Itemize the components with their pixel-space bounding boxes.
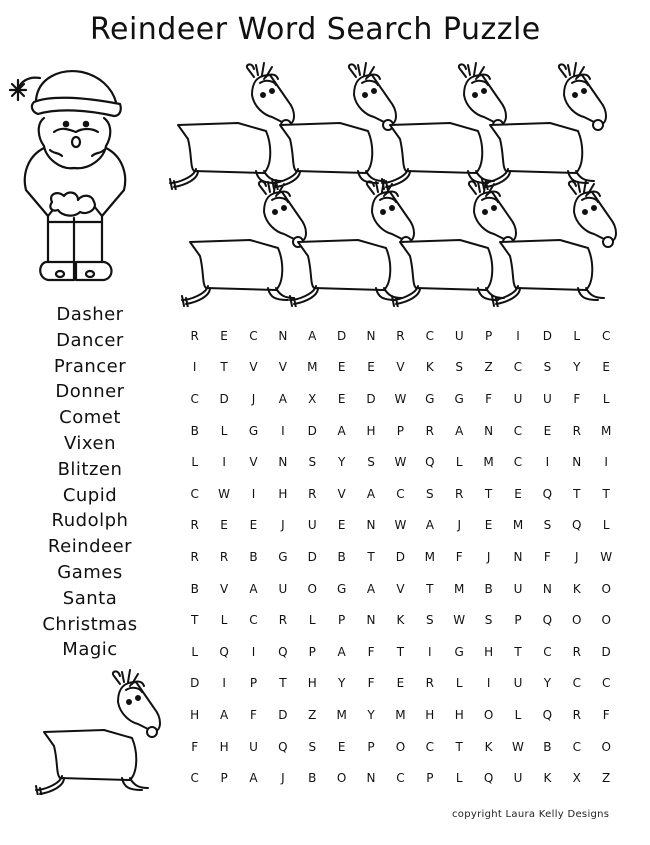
grid-letter[interactable]: P: [514, 613, 522, 628]
page-title: Reindeer Word Search Puzzle: [90, 12, 541, 47]
grid-letter[interactable]: D: [337, 328, 347, 343]
grid-letter[interactable]: S: [308, 739, 317, 754]
grid-letter[interactable]: H: [278, 486, 288, 501]
grid-letter[interactable]: C: [190, 486, 199, 501]
grid-letter[interactable]: Y: [573, 360, 581, 375]
word-list-item: Prancer: [53, 355, 127, 377]
grid-letter[interactable]: V: [396, 581, 405, 596]
grid-letter[interactable]: S: [484, 613, 493, 628]
grid-letter[interactable]: R: [278, 613, 288, 628]
grid-letter[interactable]: P: [249, 676, 258, 691]
grid-letter[interactable]: A: [249, 581, 258, 596]
grid-letter[interactable]: A: [425, 518, 434, 533]
grid-letter[interactable]: M: [395, 707, 406, 722]
word-list-item: Games: [57, 561, 123, 583]
grid-letter[interactable]: G: [425, 391, 435, 406]
word-list-item: Vixen: [64, 432, 116, 454]
grid-letter[interactable]: W: [512, 739, 524, 754]
grid-letter[interactable]: P: [396, 423, 405, 438]
grid-letter[interactable]: P: [426, 771, 434, 786]
grid-letter[interactable]: F: [191, 739, 199, 754]
grid-letter[interactable]: C: [572, 676, 581, 691]
grid-letter[interactable]: K: [543, 771, 552, 786]
grid-letter[interactable]: O: [307, 581, 317, 596]
grid-letter[interactable]: Z: [308, 707, 317, 722]
grid-letter[interactable]: C: [249, 328, 258, 343]
grid-letter[interactable]: L: [455, 455, 463, 470]
grid-letter[interactable]: V: [278, 360, 287, 375]
grid-letter[interactable]: F: [250, 707, 257, 722]
copyright-text: copyright Laura Kelly Designs: [452, 809, 610, 820]
grid-letter[interactable]: Z: [602, 771, 611, 786]
grid-letter[interactable]: A: [278, 391, 287, 406]
grid-letter[interactable]: V: [249, 455, 258, 470]
grid-letter[interactable]: N: [513, 549, 523, 564]
grid-letter[interactable]: C: [601, 676, 611, 691]
grid-letter[interactable]: S: [367, 455, 375, 470]
grid-letter[interactable]: E: [602, 360, 610, 375]
grid-letter[interactable]: G: [278, 549, 288, 564]
grid-letter[interactable]: U: [513, 771, 523, 786]
grid-letter[interactable]: R: [572, 644, 581, 659]
grid-letter[interactable]: D: [542, 328, 552, 343]
grid-letter[interactable]: N: [366, 328, 376, 343]
grid-letter[interactable]: B: [249, 549, 258, 564]
grid-letter[interactable]: G: [454, 391, 464, 406]
grid-letter[interactable]: E: [396, 676, 405, 691]
grid-letter[interactable]: T: [426, 581, 434, 596]
grid-letter[interactable]: N: [366, 771, 376, 786]
grid-letter[interactable]: L: [455, 676, 463, 691]
grid-letter[interactable]: V: [396, 360, 405, 375]
grid-letter[interactable]: C: [513, 360, 523, 375]
grid-letter[interactable]: K: [396, 613, 405, 628]
grid-letter[interactable]: A: [366, 581, 376, 596]
grid-letter[interactable]: R: [572, 707, 581, 722]
grid-letter[interactable]: R: [425, 676, 434, 691]
grid-letter[interactable]: C: [543, 644, 552, 659]
grid-letter[interactable]: T: [396, 644, 405, 659]
grid-letter[interactable]: Q: [219, 644, 229, 659]
grid-letter[interactable]: J: [575, 549, 579, 564]
word-list-item: Dasher: [56, 304, 124, 325]
grid-letter[interactable]: I: [545, 455, 550, 470]
grid-letter[interactable]: S: [426, 486, 434, 501]
grid-letter[interactable]: H: [366, 423, 376, 438]
grid-letter[interactable]: N: [366, 518, 376, 533]
grid-letter[interactable]: P: [220, 771, 228, 786]
grid-letter[interactable]: E: [337, 360, 346, 375]
grid-letter[interactable]: N: [542, 581, 552, 596]
grid-letter[interactable]: U: [249, 739, 258, 754]
grid-letter[interactable]: I: [222, 676, 226, 691]
grid-letter[interactable]: H: [219, 739, 229, 754]
grid-letter[interactable]: Y: [337, 676, 346, 691]
grid-letter[interactable]: F: [455, 549, 463, 564]
grid-letter[interactable]: D: [278, 707, 288, 722]
grid-letter[interactable]: P: [367, 739, 375, 754]
grid-letter[interactable]: R: [308, 486, 317, 501]
grid-letter[interactable]: Q: [542, 486, 553, 501]
grid-letter[interactable]: H: [454, 707, 464, 722]
grid-letter[interactable]: F: [573, 391, 581, 406]
grid-letter[interactable]: A: [366, 486, 376, 501]
grid-letter[interactable]: M: [454, 581, 465, 596]
grid-letter[interactable]: I: [604, 455, 608, 470]
grid-letter[interactable]: H: [484, 644, 494, 659]
grid-letter[interactable]: R: [190, 518, 199, 533]
grid-letter[interactable]: S: [543, 360, 552, 375]
grid-letter[interactable]: O: [572, 613, 582, 628]
grid-letter[interactable]: I: [222, 455, 226, 470]
grid-letter[interactable]: K: [484, 739, 493, 754]
grid-letter[interactable]: C: [425, 328, 435, 343]
grid-letter[interactable]: F: [367, 644, 375, 659]
grid-letter[interactable]: B: [308, 771, 317, 786]
grid-letter[interactable]: I: [486, 676, 491, 691]
grid-letter[interactable]: A: [455, 423, 464, 438]
grid-letter[interactable]: H: [425, 707, 435, 722]
grid-letter[interactable]: S: [543, 518, 552, 533]
grid-letter[interactable]: S: [426, 613, 434, 628]
grid-letter[interactable]: L: [191, 455, 199, 470]
grid-letter[interactable]: A: [308, 328, 317, 343]
grid-letter[interactable]: P: [308, 644, 316, 659]
grid-letter[interactable]: X: [308, 391, 317, 406]
grid-letter[interactable]: N: [278, 455, 288, 470]
grid-letter[interactable]: C: [425, 739, 435, 754]
grid-letter[interactable]: U: [513, 581, 523, 596]
grid-letter[interactable]: R: [190, 549, 199, 564]
grid-letter[interactable]: F: [602, 707, 610, 722]
grid-letter[interactable]: J: [281, 771, 285, 786]
grid-letter[interactable]: Z: [484, 360, 493, 375]
grid-letter[interactable]: K: [572, 581, 581, 596]
grid-letter[interactable]: B: [190, 423, 199, 438]
grid-letter[interactable]: D: [601, 644, 611, 659]
grid-letter[interactable]: R: [219, 549, 229, 564]
grid-letter[interactable]: E: [337, 518, 346, 533]
reindeer-illustration: [24, 660, 174, 795]
grid-letter[interactable]: V: [219, 581, 229, 596]
grid-letter[interactable]: O: [601, 581, 611, 596]
grid-letter[interactable]: E: [514, 486, 522, 501]
grid-letter[interactable]: G: [248, 423, 259, 438]
grid-letter[interactable]: I: [251, 644, 256, 659]
grid-letter[interactable]: T: [573, 486, 581, 501]
grid-letter[interactable]: D: [366, 391, 376, 406]
grid-letter[interactable]: F: [485, 391, 493, 406]
word-list-item: Magic: [62, 639, 118, 661]
grid-letter[interactable]: H: [307, 676, 317, 691]
grid-letter[interactable]: J: [281, 518, 285, 533]
grid-letter[interactable]: P: [338, 613, 346, 628]
grid-letter[interactable]: D: [307, 423, 317, 438]
grid-letter[interactable]: N: [278, 328, 288, 343]
grid-letter[interactable]: J: [486, 549, 491, 564]
grid-letter[interactable]: P: [484, 328, 493, 343]
grid-letter[interactable]: L: [220, 613, 228, 628]
reindeer-herd-row-2: [158, 172, 618, 307]
grid-letter[interactable]: W: [218, 486, 231, 501]
grid-letter[interactable]: L: [191, 644, 199, 659]
grid-letter[interactable]: Q: [425, 455, 435, 470]
grid-letter[interactable]: W: [394, 518, 407, 533]
grid-letter[interactable]: T: [220, 360, 228, 375]
grid-letter[interactable]: Y: [337, 455, 346, 470]
grid-letter[interactable]: L: [602, 518, 610, 533]
grid-letter[interactable]: J: [457, 518, 461, 533]
grid-letter[interactable]: T: [484, 486, 493, 501]
grid-letter[interactable]: R: [572, 423, 581, 438]
grid-letter[interactable]: I: [428, 644, 432, 659]
grid-letter[interactable]: W: [394, 455, 407, 470]
grid-letter[interactable]: R: [425, 423, 434, 438]
grid-letter[interactable]: B: [543, 739, 552, 754]
grid-letter[interactable]: E: [249, 518, 258, 533]
grid-letter[interactable]: C: [190, 771, 199, 786]
grid-letter[interactable]: L: [220, 423, 228, 438]
grid-letter[interactable]: C: [513, 423, 523, 438]
grid-letter[interactable]: F: [543, 549, 551, 564]
grid-letter[interactable]: U: [278, 581, 288, 596]
word-list-item: Santa: [62, 587, 118, 609]
grid-letter[interactable]: S: [308, 455, 317, 470]
grid-letter[interactable]: U: [307, 518, 317, 533]
grid-letter[interactable]: C: [513, 455, 523, 470]
grid-letter[interactable]: B: [190, 581, 199, 596]
grid-letter[interactable]: E: [543, 423, 552, 438]
grid-letter[interactable]: E: [220, 328, 228, 343]
grid-letter[interactable]: J: [251, 391, 256, 406]
grid-letter[interactable]: T: [514, 644, 522, 659]
grid-letter[interactable]: E: [484, 518, 493, 533]
word-list-item: Comet: [59, 407, 121, 429]
grid-letter[interactable]: T: [279, 676, 287, 691]
grid-letter[interactable]: Q: [572, 518, 582, 533]
grid-letter[interactable]: U: [513, 391, 523, 406]
word-list-item: Blitzen: [57, 458, 123, 480]
grid-letter[interactable]: X: [572, 771, 581, 786]
grid-letter[interactable]: G: [336, 581, 347, 596]
word-list-item: Reindeer: [47, 536, 133, 558]
grid-letter[interactable]: B: [484, 581, 493, 596]
grid-letter[interactable]: C: [601, 328, 611, 343]
grid-letter[interactable]: R: [190, 328, 199, 343]
grid-letter[interactable]: E: [337, 391, 346, 406]
word-list-item: Rudolph: [51, 510, 129, 532]
grid-letter[interactable]: V: [249, 360, 258, 375]
grid-letter[interactable]: L: [455, 771, 463, 786]
word-list-item: Christmas: [42, 613, 138, 635]
grid-letter[interactable]: O: [483, 707, 494, 722]
grid-letter[interactable]: O: [601, 739, 611, 754]
grid-letter[interactable]: M: [307, 360, 318, 375]
grid-letter[interactable]: F: [367, 676, 375, 691]
grid-letter[interactable]: K: [425, 360, 434, 375]
grid-letter[interactable]: U: [513, 676, 523, 691]
grid-letter[interactable]: L: [602, 391, 610, 406]
grid-letter[interactable]: O: [601, 613, 611, 628]
grid-letter[interactable]: D: [190, 676, 200, 691]
grid-letter[interactable]: A: [219, 707, 229, 722]
grid-letter[interactable]: C: [396, 771, 405, 786]
letter-grid: [180, 320, 621, 794]
santa-illustration: [8, 66, 148, 288]
grid-letter[interactable]: D: [395, 549, 406, 564]
grid-letter[interactable]: S: [455, 360, 464, 375]
grid-letter[interactable]: B: [337, 549, 346, 564]
grid-letter[interactable]: R: [396, 328, 405, 343]
grid-letter[interactable]: Y: [367, 707, 375, 722]
grid-letter[interactable]: Q: [483, 771, 494, 786]
grid-letter[interactable]: E: [337, 739, 346, 754]
grid-letter[interactable]: E: [220, 518, 228, 533]
grid-letter[interactable]: T: [602, 486, 610, 501]
grid-letter[interactable]: Q: [542, 707, 553, 722]
grid-letter[interactable]: H: [190, 707, 200, 722]
grid-letter[interactable]: T: [367, 549, 375, 564]
grid-letter[interactable]: A: [249, 771, 258, 786]
grid-letter[interactable]: A: [337, 644, 346, 659]
grid-letter[interactable]: L: [573, 328, 581, 343]
grid-letter[interactable]: U: [454, 328, 464, 343]
grid-letter[interactable]: D: [307, 549, 317, 564]
grid-letter[interactable]: M: [424, 549, 435, 564]
grid-letter[interactable]: Q: [278, 739, 288, 754]
word-list: [30, 302, 150, 663]
grid-letter[interactable]: W: [600, 549, 613, 564]
grid-letter[interactable]: I: [281, 423, 285, 438]
grid-letter[interactable]: R: [455, 486, 464, 501]
grid-letter[interactable]: D: [219, 391, 229, 406]
grid-letter[interactable]: C: [396, 486, 405, 501]
grid-letter[interactable]: N: [484, 423, 494, 438]
grid-letter[interactable]: V: [337, 486, 346, 501]
reindeer-herd-row-1: [158, 55, 608, 190]
grid-letter[interactable]: M: [483, 455, 494, 470]
grid-letter[interactable]: Q: [278, 644, 288, 659]
grid-letter[interactable]: M: [600, 423, 612, 438]
grid-letter[interactable]: A: [337, 423, 346, 438]
grid-letter[interactable]: Y: [543, 676, 552, 691]
grid-letter[interactable]: Q: [542, 613, 553, 628]
grid-letter[interactable]: G: [454, 644, 464, 659]
grid-letter[interactable]: W: [453, 613, 466, 628]
grid-letter[interactable]: I: [516, 328, 520, 343]
grid-letter[interactable]: E: [367, 360, 375, 375]
grid-letter[interactable]: I: [192, 360, 197, 375]
grid-letter[interactable]: T: [455, 739, 463, 754]
grid-letter[interactable]: I: [251, 486, 256, 501]
grid-letter[interactable]: O: [395, 739, 406, 754]
grid-letter[interactable]: T: [191, 613, 199, 628]
grid-letter[interactable]: C: [249, 613, 258, 628]
grid-letter[interactable]: C: [190, 391, 199, 406]
word-list-item: Dancer: [56, 329, 124, 351]
word-list-item: Cupid: [62, 484, 118, 506]
grid-letter[interactable]: U: [542, 391, 552, 406]
grid-letter[interactable]: M: [512, 518, 524, 533]
grid-letter[interactable]: L: [308, 613, 316, 628]
word-list-item: Donner: [55, 381, 125, 403]
grid-letter[interactable]: M: [336, 707, 347, 722]
grid-letter[interactable]: N: [572, 455, 582, 470]
grid-letter[interactable]: L: [514, 707, 522, 722]
grid-letter[interactable]: O: [336, 771, 347, 786]
grid-letter[interactable]: N: [366, 613, 376, 628]
grid-letter[interactable]: W: [394, 391, 407, 406]
grid-letter[interactable]: C: [572, 739, 581, 754]
